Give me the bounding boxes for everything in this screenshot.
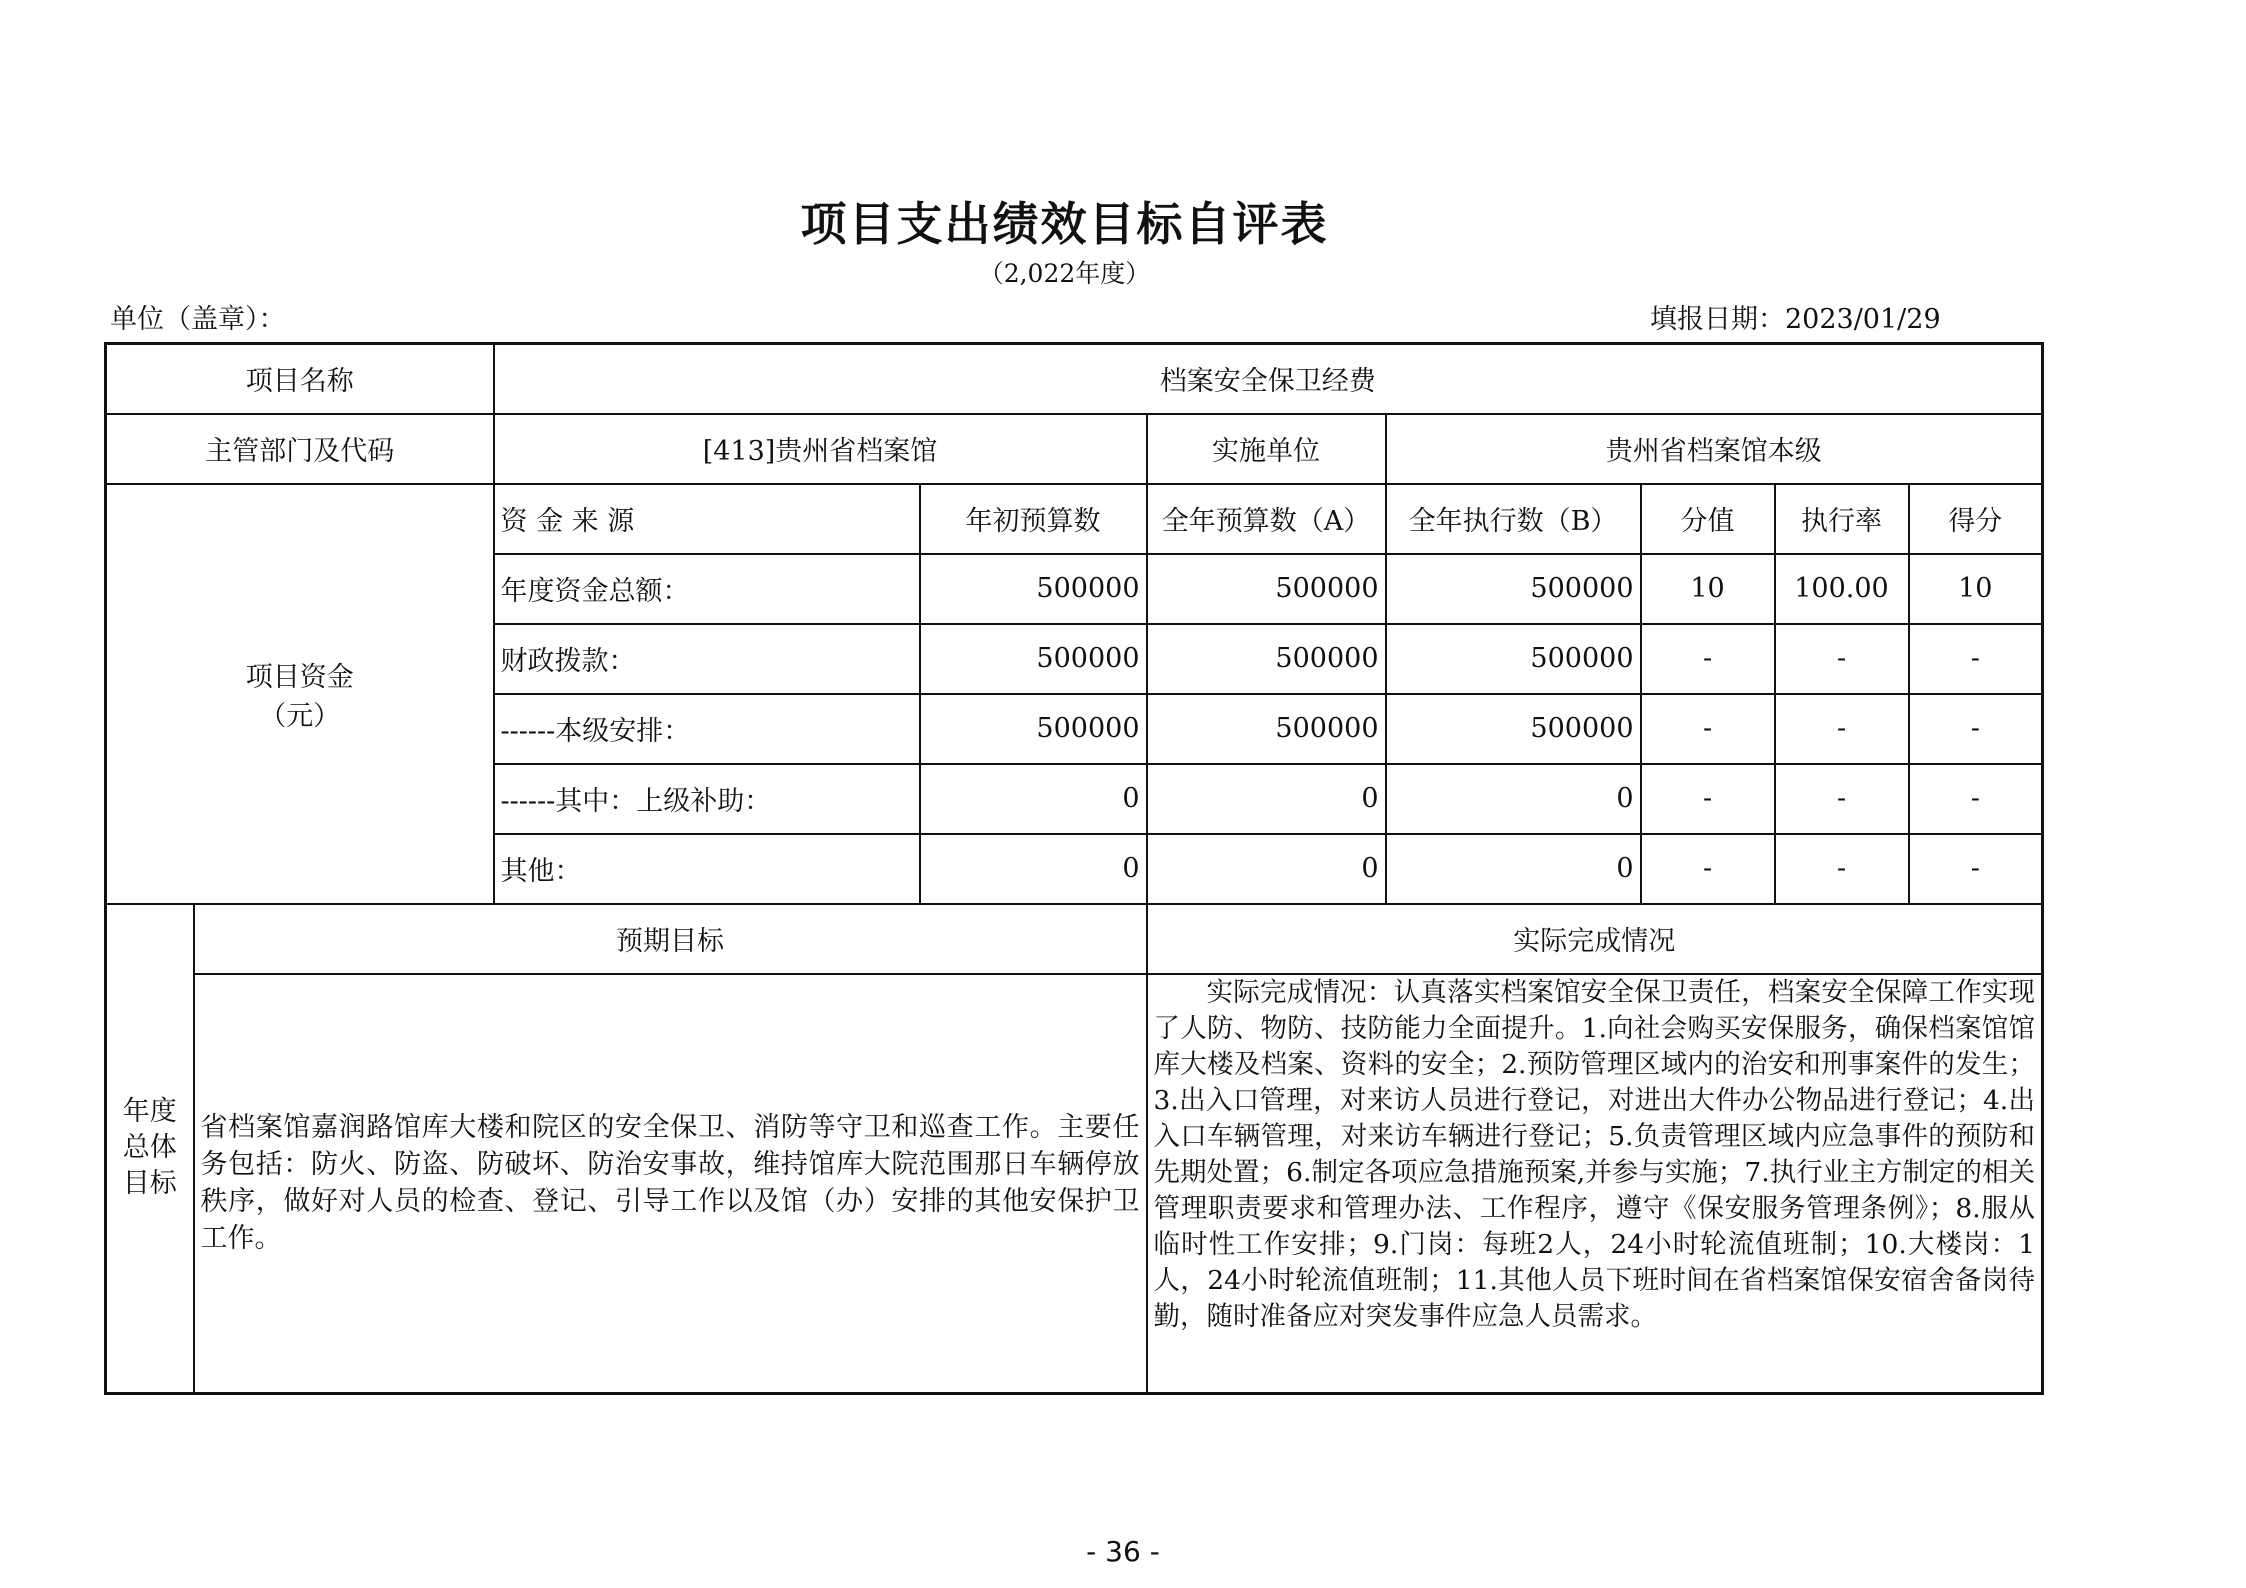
row-source: 其他： bbox=[494, 834, 920, 904]
header-annual: 全年预算数（A） bbox=[1147, 484, 1386, 554]
row-source: 年度资金总额： bbox=[494, 554, 920, 624]
row-source: ------本级安排： bbox=[494, 694, 920, 764]
row-rate: - bbox=[1775, 764, 1909, 834]
impl-unit-value: 贵州省档案馆本级 bbox=[1386, 414, 2043, 484]
funds-label-line1: 项目资金 bbox=[245, 661, 354, 693]
impl-unit-label: 实施单位 bbox=[1147, 414, 1386, 484]
actual-result-text: 实际完成情况：认真落实档案馆安全保卫责任，档案安全保障工作实现了人防、物防、技防能力全面提升。1.向社会购买安保服务，确保档案馆馆库大楼及档案、资料的安全；2.预防管理区域内的治安和刑事案件的发生；3.出入口管理，对来访人员进行登记，对进出大件办公物品进行登记；4.出入口车辆管理，对来访车辆进行登记；5.负责管理区域内应急事件的预防和先期处置；6.制定各项应急措施预案,并参与实施；7.执行业主方制定的相关管理职责要求和管理办法、工作程序，遵守《保安服务管理条例》；8.服从临时性工作安排；9.门岗：每班2人，24小时轮流值班制；10.大楼岗：1人，24小时轮流值班制；11.其他人员下班时间在省档案馆保安宿舍备岗待勤，随时准备应对突发事件应急人员需求。 bbox=[1147, 974, 2043, 1394]
row-score: - bbox=[1909, 694, 2043, 764]
funds-label-line2: （元） bbox=[259, 700, 341, 732]
date-label: 填报日期：2023/01/29 bbox=[1650, 304, 1941, 335]
header-source: 资 金 来 源 bbox=[494, 484, 920, 554]
row-score: - bbox=[1909, 764, 2043, 834]
header-score-value: 分值 bbox=[1641, 484, 1775, 554]
header-score: 得分 bbox=[1909, 484, 2043, 554]
page-subtitle: （2,022年度） bbox=[978, 259, 1151, 288]
unit-label: 单位（盖章）： bbox=[110, 304, 286, 335]
project-name-label: 项目名称 bbox=[106, 344, 494, 414]
annual-goal-label: 年度总体目标 bbox=[106, 904, 194, 1394]
project-name-value: 档案安全保卫经费 bbox=[494, 344, 2043, 414]
row-annual: 0 bbox=[1147, 834, 1386, 904]
row-executed: 0 bbox=[1386, 834, 1641, 904]
row-initial: 500000 bbox=[920, 624, 1147, 694]
row-source: ------其中：上级补助： bbox=[494, 764, 920, 834]
row-score: 10 bbox=[1909, 554, 2043, 624]
self-evaluation-table bbox=[104, 342, 2044, 1395]
row-executed: 500000 bbox=[1386, 624, 1641, 694]
row-score: - bbox=[1909, 624, 2043, 694]
expected-goal-header: 预期目标 bbox=[194, 904, 1147, 974]
row-initial: 500000 bbox=[920, 694, 1147, 764]
row-score-value: - bbox=[1641, 624, 1775, 694]
header-rate: 执行率 bbox=[1775, 484, 1909, 554]
actual-result-header: 实际完成情况 bbox=[1147, 904, 2043, 974]
row-score-value: - bbox=[1641, 764, 1775, 834]
row-score-value: - bbox=[1641, 834, 1775, 904]
funds-section-label bbox=[106, 484, 494, 904]
row-rate: - bbox=[1775, 694, 1909, 764]
page-number: - 36 - bbox=[1086, 1535, 1160, 1568]
expected-goal-text: 省档案馆嘉润路馆库大楼和院区的安全保卫、消防等守卫和巡查工作。主要任务包括：防火、防盗、防破坏、防治安事故，维持馆库大院范围那日车辆停放秩序，做好对人员的检查、登记、引导工作以及馆（办）安排的其他安保护卫工作。 bbox=[194, 974, 1147, 1394]
row-annual: 500000 bbox=[1147, 694, 1386, 764]
row-executed: 0 bbox=[1386, 764, 1641, 834]
row-initial: 0 bbox=[920, 834, 1147, 904]
header-initial: 年初预算数 bbox=[920, 484, 1147, 554]
row-score-value: 10 bbox=[1641, 554, 1775, 624]
row-annual: 0 bbox=[1147, 764, 1386, 834]
row-rate: - bbox=[1775, 834, 1909, 904]
row-executed: 500000 bbox=[1386, 694, 1641, 764]
row-initial: 0 bbox=[920, 764, 1147, 834]
row-rate: - bbox=[1775, 624, 1909, 694]
row-executed: 500000 bbox=[1386, 554, 1641, 624]
row-score: - bbox=[1909, 834, 2043, 904]
row-rate: 100.00 bbox=[1775, 554, 1909, 624]
row-annual: 500000 bbox=[1147, 624, 1386, 694]
page-title: 项目支出绩效目标自评表 bbox=[800, 197, 1329, 251]
dept-label: 主管部门及代码 bbox=[106, 414, 494, 484]
row-annual: 500000 bbox=[1147, 554, 1386, 624]
row-score-value: - bbox=[1641, 694, 1775, 764]
row-source: 财政拨款： bbox=[494, 624, 920, 694]
row-initial: 500000 bbox=[920, 554, 1147, 624]
header-executed: 全年执行数（B） bbox=[1386, 484, 1641, 554]
dept-value: [413]贵州省档案馆 bbox=[494, 414, 1147, 484]
